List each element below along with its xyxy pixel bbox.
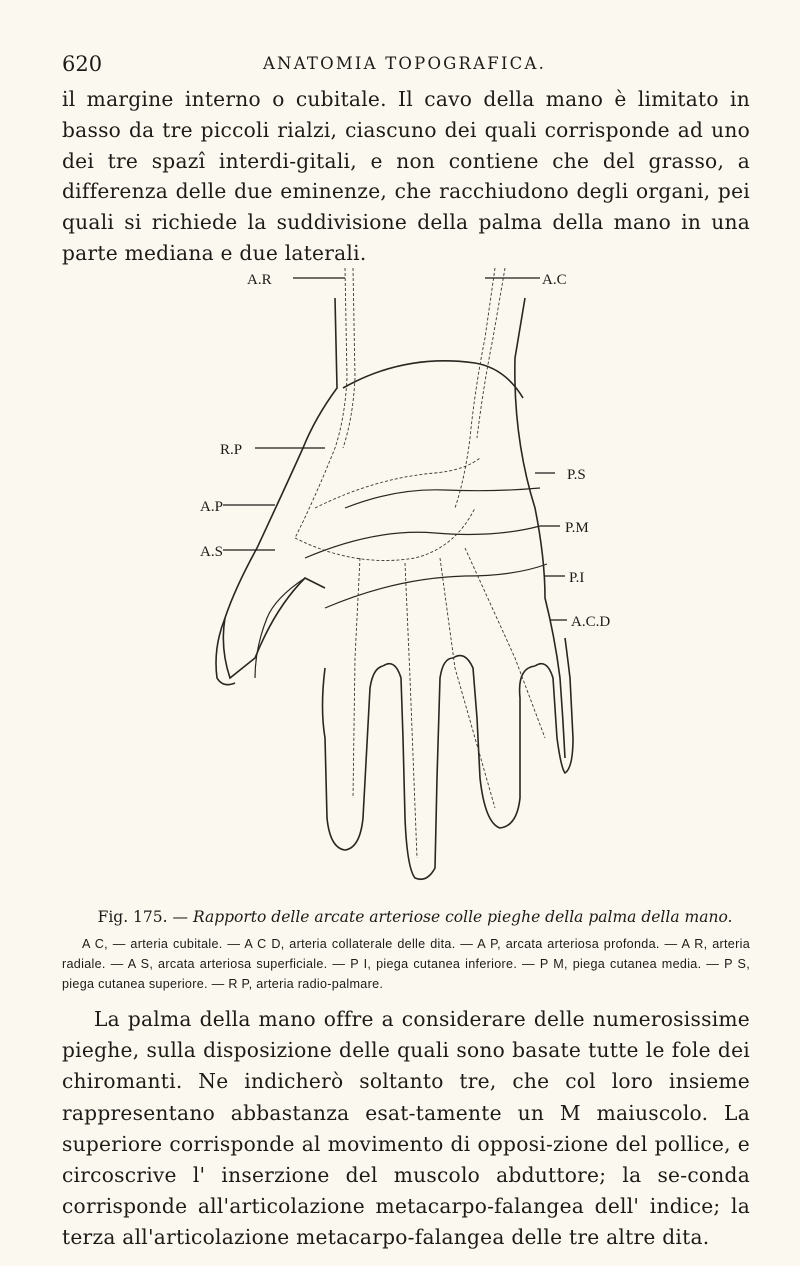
running-head: ANATOMIA TOPOGRAFICA.: [262, 54, 547, 73]
page-number: 620: [62, 52, 103, 76]
label-pm: P.M: [565, 520, 589, 536]
figure-title: Rapporto delle arcate arteriose colle pieghe della palma della mano.: [192, 908, 733, 926]
label-ps: P.S: [567, 467, 586, 483]
label-acd: A.C.D: [571, 614, 611, 630]
label-ac: A.C: [542, 272, 567, 288]
hand-illustration: [195, 258, 635, 908]
paragraph-1: il margine interno o cubitale. Il cavo della mano è limitato in basso da tre piccoli rialzi, ciascuno dei quali corrisponde ad uno dei tre spazî interdi-gitali, e non contiene che del grasso, a differenza delle due eminenze, che racchiudono degli organi, pei quali si richiede la suddivisione della palma della mano in una parte mediana e due laterali.: [62, 87, 750, 265]
label-pi: P.I: [569, 570, 585, 586]
paragraph-2: La palma della mano offre a considerare delle numerosissime pieghe, sulla disposizione delle quali sono basate tutte le fole dei chiromanti. Ne indicherò soltanto tre, che col loro insieme rappresentano abbastanza esat-tamente un M maiuscolo. La superiore corrisponde al movimento di opposi-zione del pollice, e circoscrive l' inserzione del muscolo abduttore; la se-conda corrisponde all'articolazione metacarpo-falangea dell' indice; la terza all'articolazione metacarpo-falangea delle tre altre dita.: [62, 1007, 750, 1250]
hand-arteries-figure: [195, 258, 635, 908]
figure-number: Fig. 175. —: [97, 908, 188, 926]
figure-legend: A C, — arteria cubitale. — A C D, arteria collaterale delle dita. — A P, arcata arteriosa profonda. — A R, arteria radiale. — A S, arcata arteriosa superficiale. — P I, piega cutanea inferiore. — P M, piega cutanea media. — P S, piega cutanea superiore. — R P, arteria radio-palmare.: [62, 937, 750, 991]
label-rp: R.P: [220, 442, 243, 458]
label-ap: A.P: [200, 499, 223, 515]
label-ar: A.R: [247, 272, 272, 288]
figure-caption: [80, 908, 750, 926]
page-header: [62, 52, 747, 82]
label-as: A.S: [200, 544, 223, 560]
